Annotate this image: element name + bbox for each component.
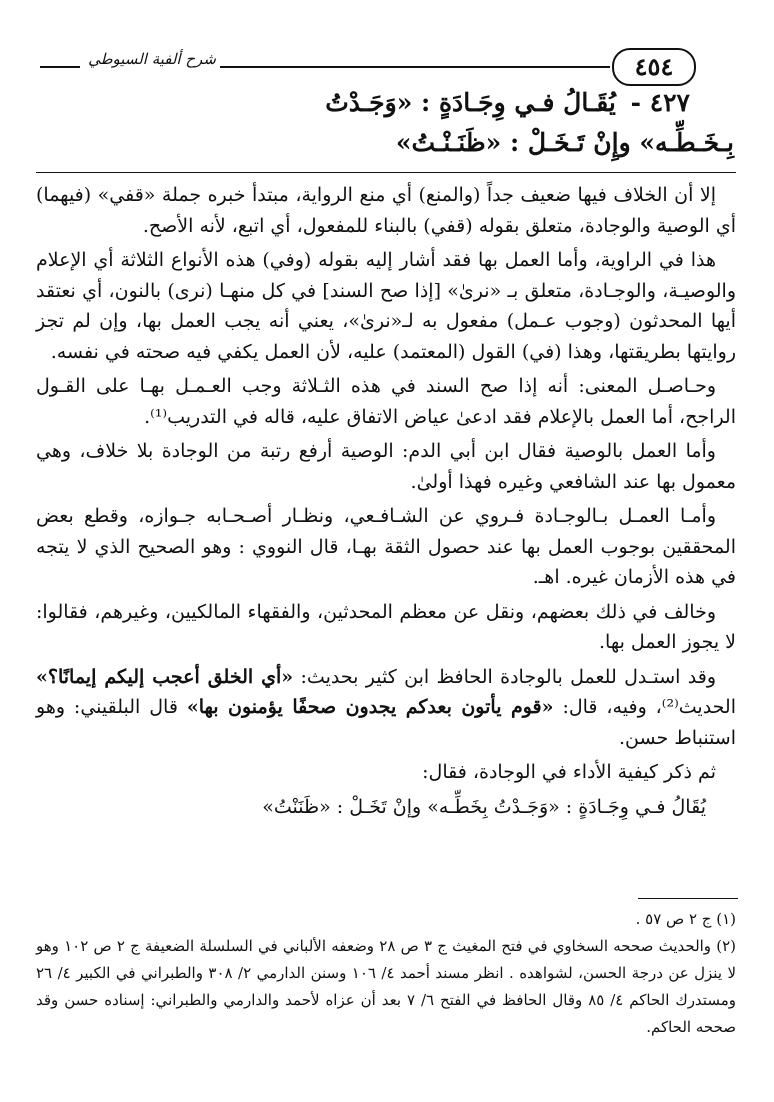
closing-intro: ثم ذكر كيفية الأداء في الوجادة، فقال: — [422, 761, 716, 783]
footnotes — [36, 906, 736, 1041]
verse-text-1: يُقَـالُ فـي وِجَـادَةٍ : «وَجَـدْتُ — [325, 88, 616, 117]
verse-line-1 — [325, 88, 690, 117]
running-title: شرح ألفية السيوطي — [88, 50, 216, 68]
commentary-body — [36, 180, 736, 826]
footnote-1: (١) ج ٢ ص ٥٧ . — [635, 910, 736, 928]
paragraph-6: وخالف في ذلك بعضهم، ونقل عن معظم المحدثين، والفقهاء المالكيين، وغيرهم، فقالوا: لا يجوز العمل بها. — [36, 600, 736, 653]
paragraph-1: إلا أن الخلاف فيها ضعيف جداً (والمنع) أي منع الرواية، مبتدأ خبره جملة «قفي» (فيهما) أي الوصية والوجادة، متعلق بقوله (قفي) بالبناء للمفعول، أي اتبع، لأنه الأصح. — [36, 184, 736, 237]
header-rule-left — [40, 66, 80, 68]
hadith-intro: وقد استـدل للعمل بالوجادة الحافظ ابن كثير بحديث: — [300, 665, 717, 688]
hadith-quote-2: «قوم يأتون بعدكم يجدون صحفًا يؤمنون بها» — [186, 696, 554, 718]
paragraph-2: هذا في الراوية، وأما العمل بها فقد أشار إليه بقوله (وفي) هذه الأنواع الثلاثة أي الإعلام والوصيـة، والوجـادة، متعلق بـ «نرىٰ» [إذا صح السند] في كل منهـا (نرى) بالنون، أي نعتقد أيها المحدثون (وجوب عـمل) مفعول به لـ«نرىٰ»، يعني أنه يجب العمل بها، وإن لم تجز روايتها بطريقتها، وهذا (في) القول (المعتمد) عليه، لأن العمل يكفي فيه صحته في نفسه. — [36, 249, 736, 363]
page-header — [30, 40, 744, 86]
paragraph-4: وأما العمل بالوصية فقال ابن أبي الدم: الوصية أرفع رتبة من الوجادة بلا خلاف، وهي معمول بها عند الشافعي وغيره فهذا أولىٰ. — [36, 440, 736, 493]
hadith-paragraph — [36, 662, 736, 754]
hadith-quote-1: «أي الخلق أعجب إليكم إيمانًا؟» — [36, 665, 294, 688]
verse-number: ٤٢٧ - — [630, 88, 690, 117]
footnote-2: (٢) والحديث صححه السخاوي في فتح المغيث ج ٣ ص ٢٨ وضعفه الألباني في السلسلة الضعيفة ج ٢ ص ١٠٢ وهو لا ينزل عن درجة الحسن، لشواهده . انظر مسند أحمد ٤/ ١٠٦ وسنن الدارمي ٢/ ٣٠٨ والطبراني في الكبير ٤/ ٢٦ ومستدرك الحاكم ٤/ ٨٥ وقال الحافظ في الفتح ٦/ ٧ بعد أن عزاه لأحمد والدارمي والطبراني: إسناده حسن وقد صححه الحاكم. — [36, 937, 737, 1036]
footnote-separator — [638, 898, 738, 899]
page-number: ٤٥٤ — [612, 48, 696, 86]
paragraph-5: وأمـا العمـل بـالوجـادة فـروي عن الشـافـعي، ونظـار أصـحـابه جـوازه، وقطع بعض المحققين بوجوب العمل بها عند حصول الثقة بهـا، قال النووي : وهو الصحيح الذي لا يتجه في هذه الأزمان غيره. اهـ. — [36, 505, 736, 588]
hadith-end: قال البلقيني: وهو استنباط حسن. — [36, 696, 736, 749]
verse-line-2: بِـخَـطِّـه» وإِنْ تَـخَـلْ : «ظَنَـنْـتُ» — [395, 128, 734, 157]
hadith-middle: الحديث⁽²⁾، وفيه، قال: — [562, 696, 736, 718]
verse-repeat: يُقَالُ فـي وِجَـادَةٍ : «وَجَـدْتُ بِخَطِّـه» وإنْ تَخَـلْ : «ظَنَنْتُ» — [262, 795, 706, 818]
verse-separator-rule — [36, 172, 736, 173]
header-rule-middle — [220, 66, 610, 68]
paragraph-3: وحـاصـل المعنى: أنه إذا صح السند في هذه الثـلاثة وجب العـمـل بهـا على القـول الراجح، أما العمل بالإعلام فقد ادعىٰ عياض الاتفاق عليه، قاله في التدريب⁽¹⁾. — [36, 375, 736, 428]
